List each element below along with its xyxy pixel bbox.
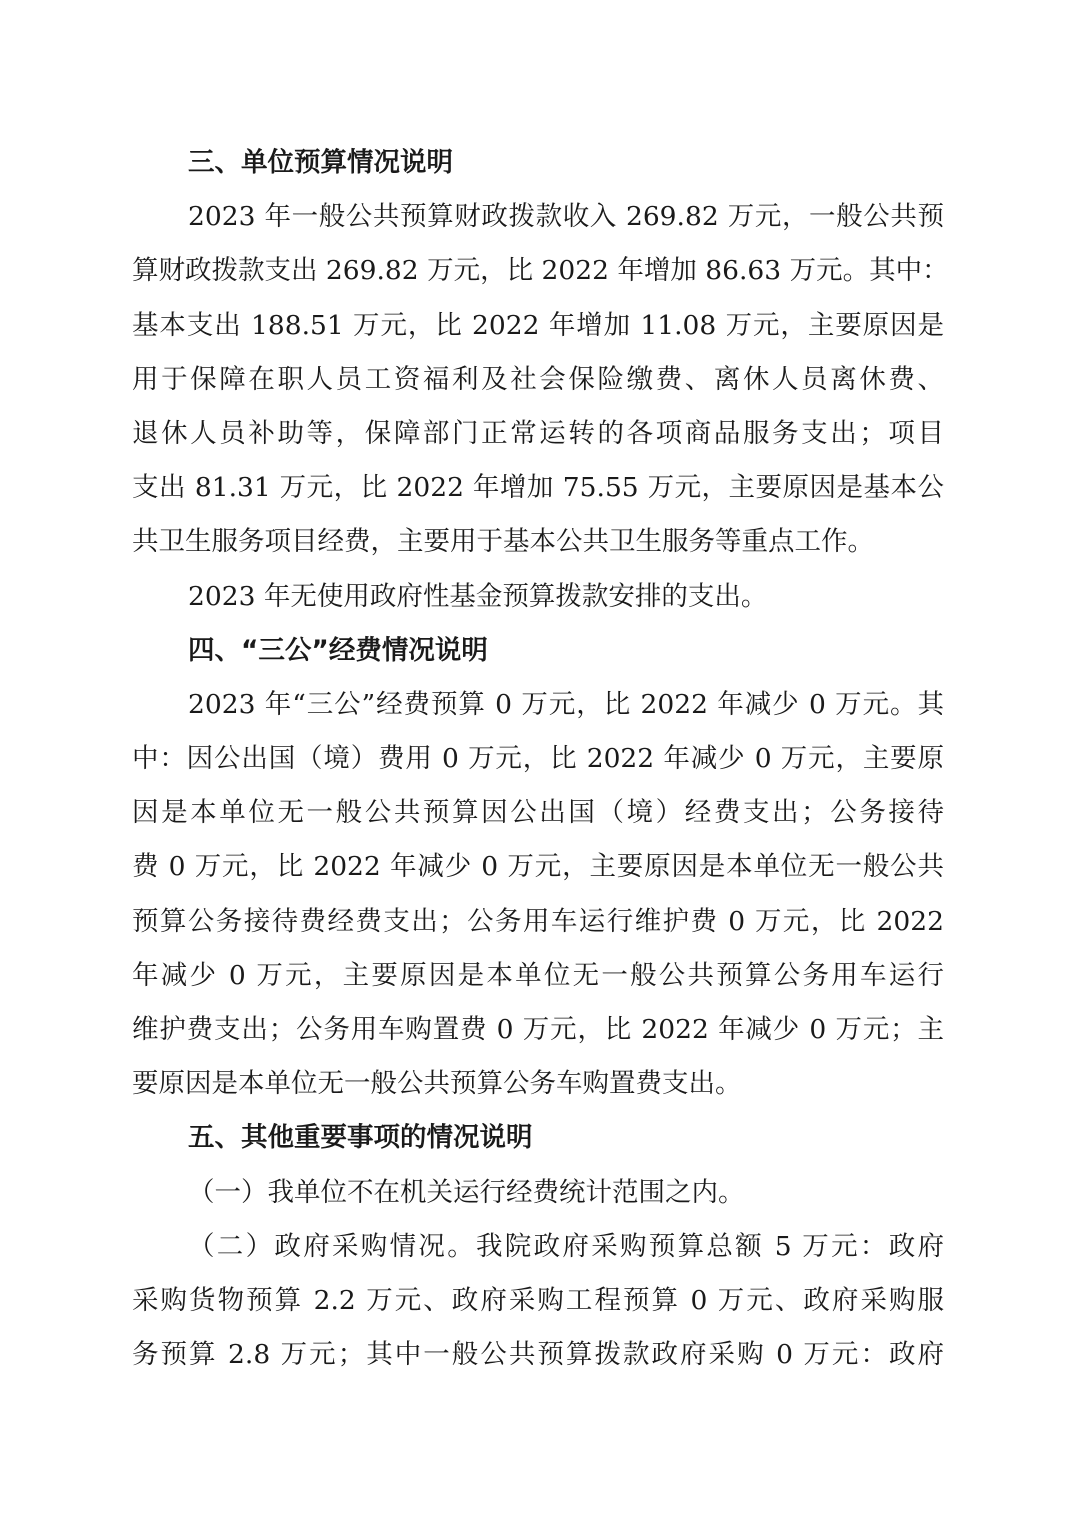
section-heading: 三、单位预算情况说明 [188,147,453,178]
section-heading: 四、“三公”经费情况说明 [188,634,488,666]
paragraph-line: 2023 年无使用政府性基金预算拨款安排的支出。 [188,580,768,612]
paragraph-line: 维护费支出；公务用车购置费 0 万元，比 2022 年减少 0 万元；主 [132,1014,944,1045]
paragraph-line: 算财政拨款支出 269.82 万元，比 2022 年增加 86.63 万元。其中： [132,255,949,287]
paragraph-line: 共卫生服务项目经费，主要用于基本公共卫生服务等重点工作。 [132,526,874,558]
document-page [132,136,949,1382]
paragraph-line: 退休人员补助等，保障部门正常运转的各项商品服务支出；项目 [132,417,944,449]
paragraph-line: 预算公务接待费经费支出；公务用车运行维护费 0 万元，比 2022 [132,905,944,937]
paragraph-line: 费 0 万元，比 2022 年减少 0 万元，主要原因是本单位无一般公共 [132,851,944,883]
paragraph-line: 中：因公出国（境）费用 0 万元，比 2022 年减少 0 万元，主要原 [132,743,944,775]
paragraph-line: （一）我单位不在机关运行经费统计范围之内。 [188,1176,745,1208]
section-heading: 五、其他重要事项的情况说明 [188,1122,533,1154]
paragraph-line: 采购货物预算 2.2 万元、政府采购工程预算 0 万元、政府采购服 [132,1284,944,1316]
paragraph-line: 2023 年一般公共预算财政拨款收入 269.82 万元，一般公共预 [188,201,944,233]
paragraph-line: 用于保障在职人员工资福利及社会保险缴费、离休人员离休费、 [132,363,944,395]
paragraph-line: 年减少 0 万元，主要原因是本单位无一般公共预算公务用车运行 [132,959,944,991]
paragraph-line: 基本支出 188.51 万元，比 2022 年增加 11.08 万元，主要原因是 [132,309,944,341]
paragraph-line: 支出 81.31 万元，比 2022 年增加 75.55 万元，主要原因是基本公 [132,472,944,504]
paragraph-line: 2023 年“三公”经费预算 0 万元，比 2022 年减少 0 万元。其 [188,688,944,720]
paragraph-line: 要原因是本单位无一般公共预算公务车购置费支出。 [132,1068,742,1100]
paragraph-line: 因是本单位无一般公共预算因公出国（境）经费支出；公务接待 [132,797,944,829]
paragraph-line: 务预算 2.8 万元；其中一般公共预算拨款政府采购 0 万元：政府 [132,1339,944,1371]
paragraph-line: （二）政府采购情况。我院政府采购预算总额 5 万元：政府 [188,1230,944,1262]
